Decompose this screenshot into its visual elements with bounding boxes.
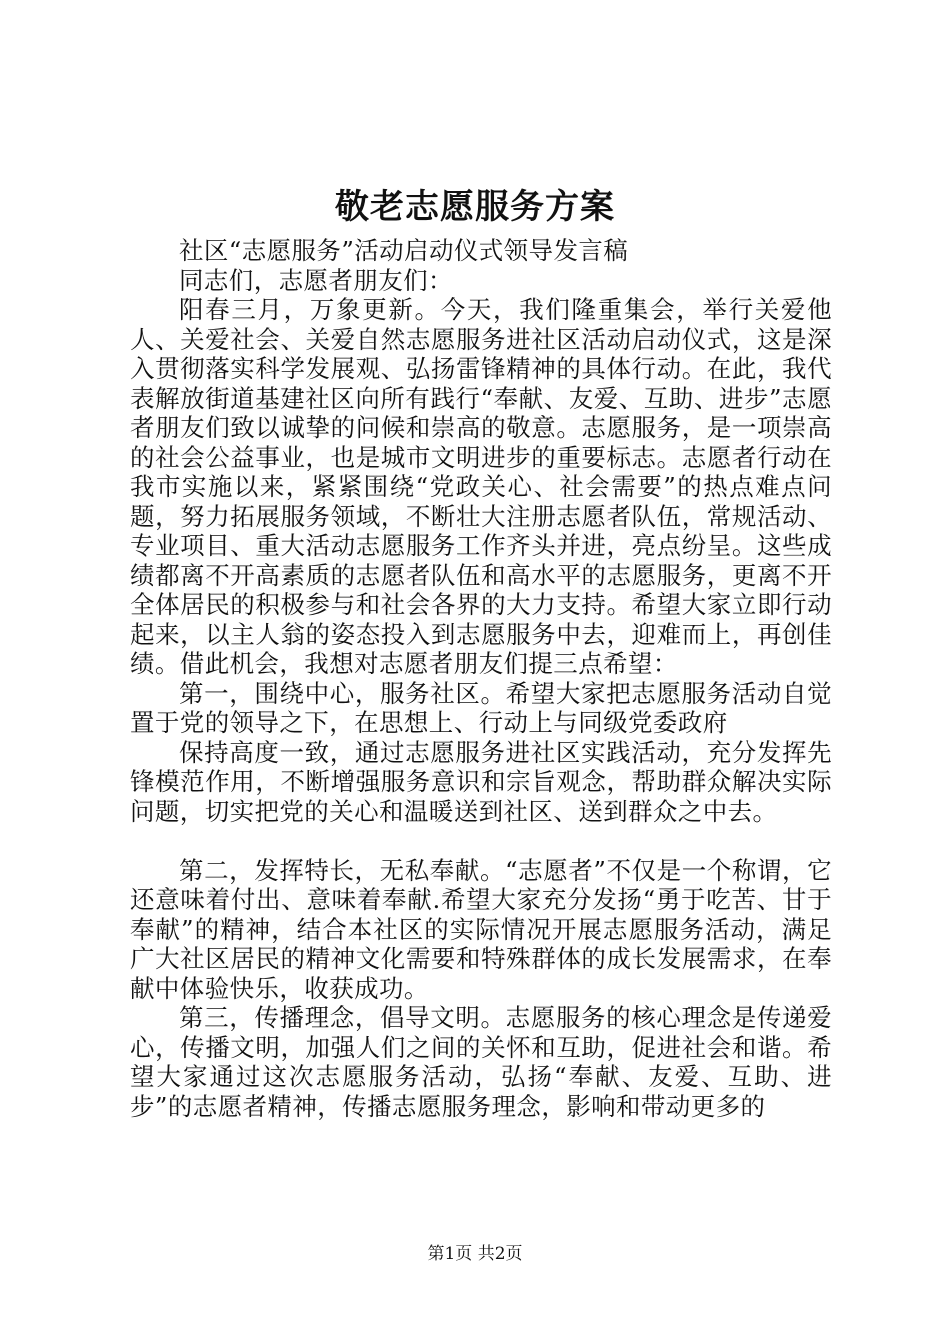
page-number-footer: 第1页 共2页 bbox=[427, 1244, 523, 1264]
document-body bbox=[130, 236, 832, 1121]
body-paragraph: 第一，围绕中心，服务社区。希望大家把志愿服务活动自觉置于党的领导之下，在思想上、行动上与同级党委政府 bbox=[130, 678, 832, 737]
document-title: 敬老志愿服务方案 bbox=[335, 187, 615, 227]
salutation-paragraph: 同志们，志愿者朋友们： bbox=[179, 265, 453, 295]
body-paragraph: 第二，发挥特长，无私奉献。“志愿者”不仅是一个称谓，它还意味着付出、意味着奉献.希望大家充分发扬“勇于吃苦、甘于奉献”的精神，结合本社区的实际情况开展志愿服务活动，满足广大社区居民的精神文化需要和特殊群体的成长发展需求，在奉献中体验快乐，收获成功。 bbox=[130, 855, 832, 1003]
subtitle-paragraph: 社区“志愿服务”活动启动仪式领导发言稿 bbox=[179, 236, 629, 265]
body-paragraph: 阳春三月，万象更新。今天，我们隆重集会，举行关爱他人、关爱社会、关爱自然志愿服务进社区活动启动仪式，这是深入贯彻落实科学发展观、弘扬雷锋精神的具体行动。在此，我代表解放街道基建社区向所有践行“奉献、友爱、互助、进步”志愿者朋友们致以诚挚的问候和崇高的敬意。志愿服务，是一项崇高的社会公益事业，也是城市文明进步的重要标志。志愿者行动在我市实施以来，紧紧围绕“党政关心、社会需要”的热点难点问题，努力拓展服务领域，不断壮大注册志愿者队伍，常规活动、专业项目、重大活动志愿服务工作齐头并进，亮点纷呈。这些成绩都离不开高素质的志愿者队伍和高水平的志愿服务，更离不开全体居民的积极参与和社会各界的大力支持。希望大家立即行动起来，以主人翁的姿态投入到志愿服务中去，迎难而上，再创佳绩。借此机会，我想对志愿者朋友们提三点希望： bbox=[130, 295, 832, 678]
body-paragraph: 保持高度一致，通过志愿服务进社区实践活动，充分发挥先锋模范作用，不断增强服务意识和宗旨观念，帮助群众解决实际问题，切实把党的关心和温暖送到社区、送到群众之中去。 bbox=[130, 737, 832, 826]
body-paragraph: 第三，传播理念，倡导文明。志愿服务的核心理念是传递爱心，传播文明，加强人们之间的关怀和互助，促进社会和谐。希望大家通过这次志愿服务活动，弘扬“奉献、友爱、互助、进步”的志愿者精神，传播志愿服务理念，影响和带动更多的 bbox=[130, 1003, 832, 1121]
